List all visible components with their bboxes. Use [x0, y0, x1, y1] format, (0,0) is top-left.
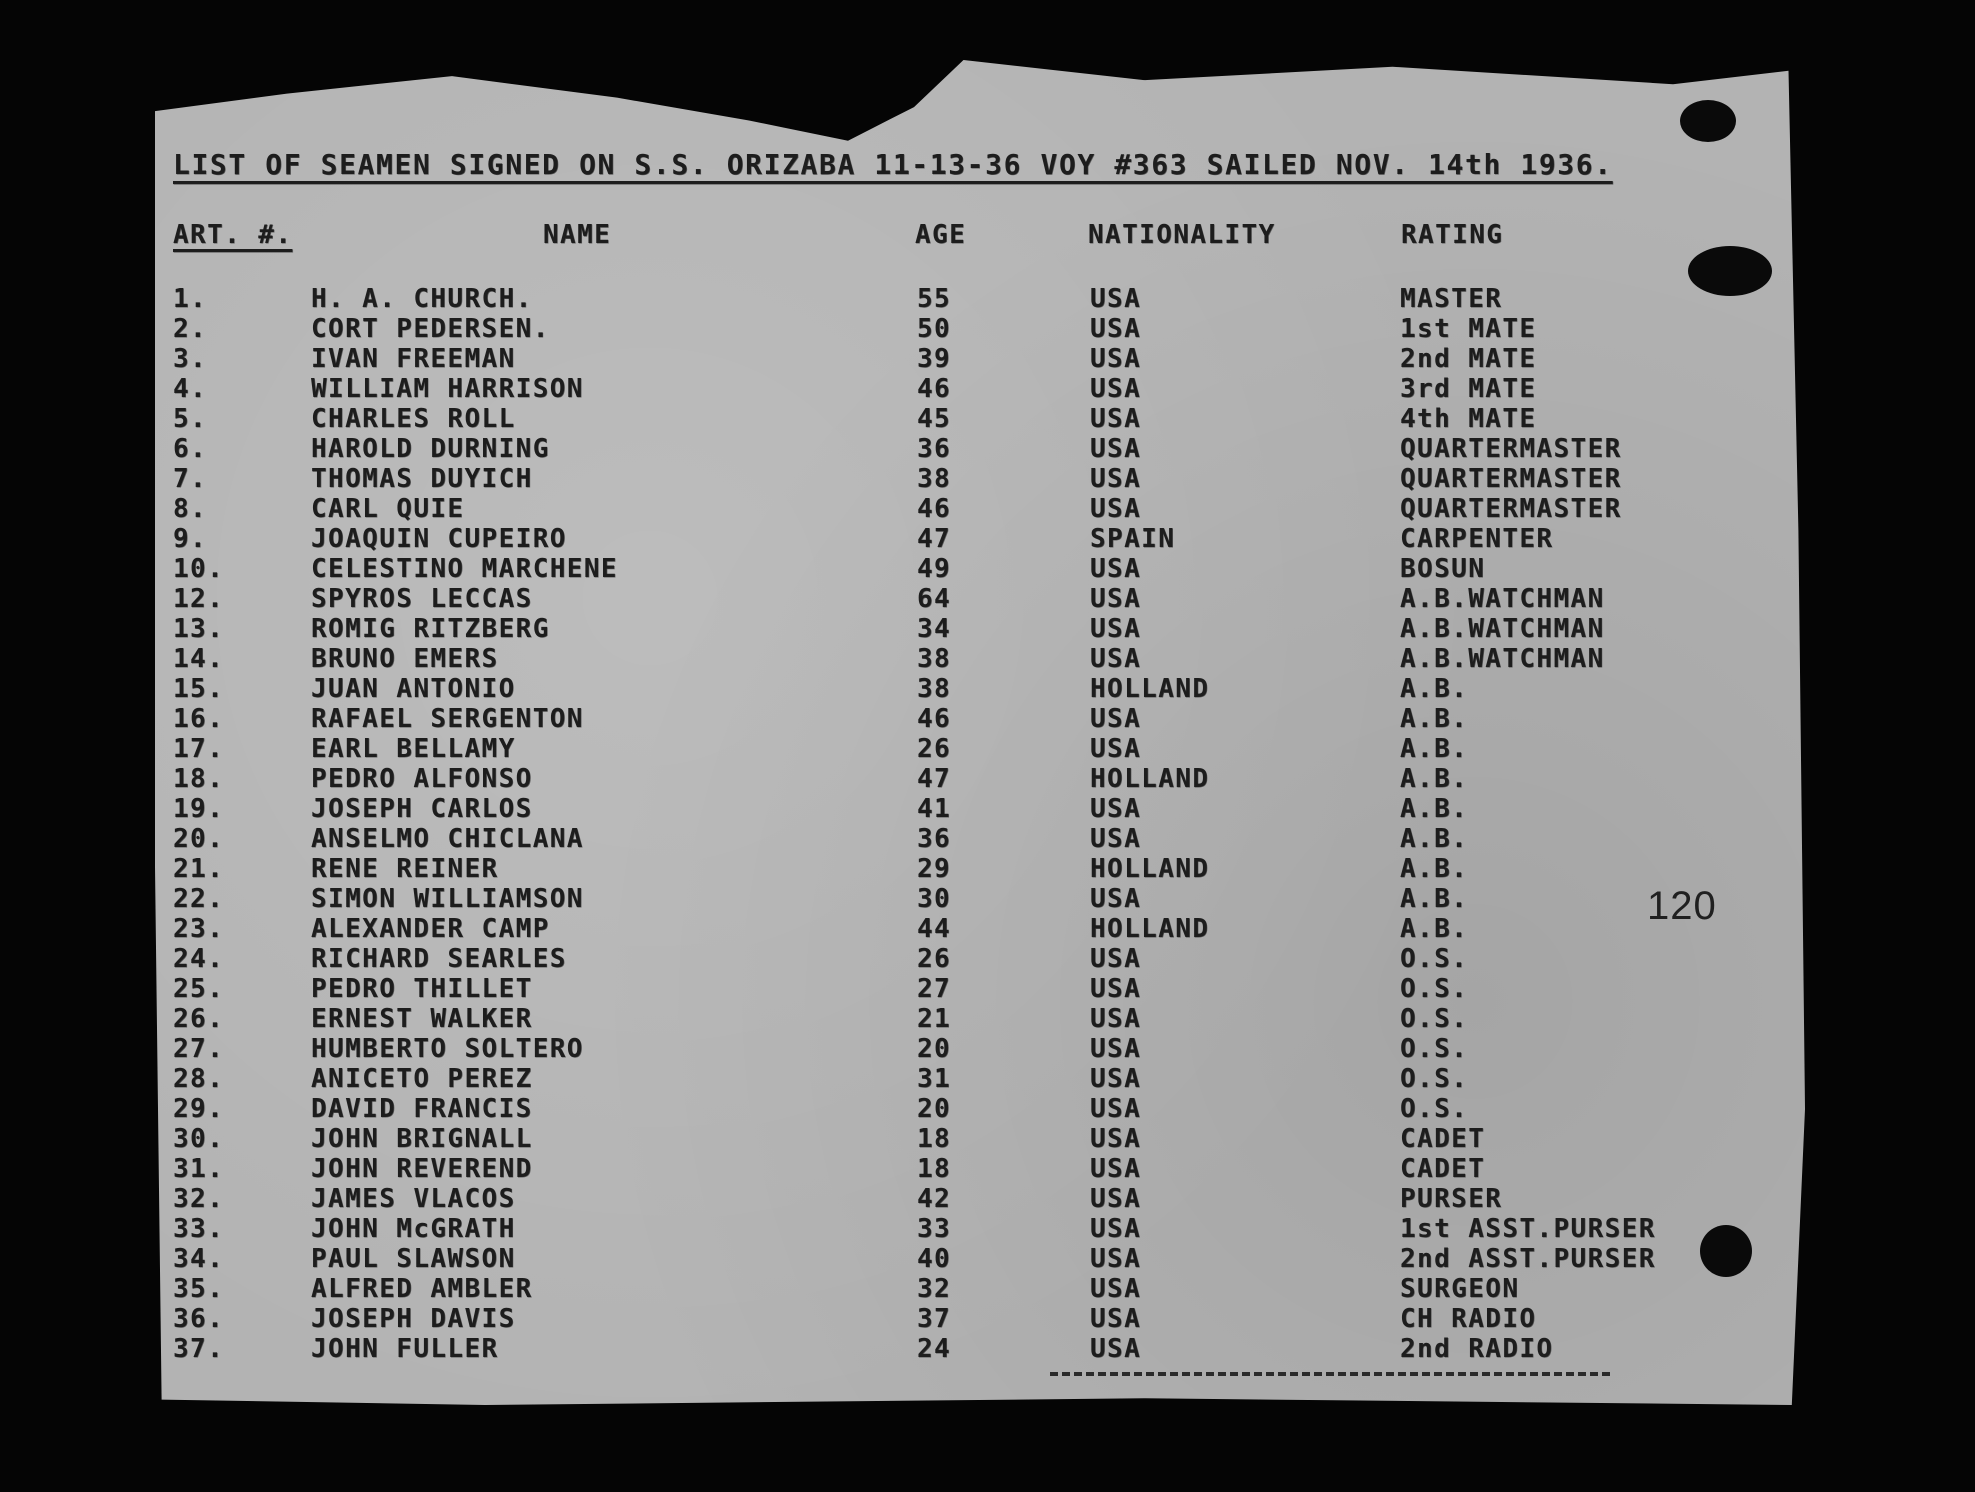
name-cell: BRUNO EMERS — [311, 644, 499, 674]
rating-cell: MASTER — [1400, 284, 1503, 314]
rating-cell: O.S. — [1400, 1064, 1469, 1094]
nationality-cell: USA — [1090, 374, 1142, 404]
table-row — [0, 1186, 1975, 1216]
table-row — [0, 766, 1975, 796]
name-cell: EARL BELLAMY — [311, 734, 516, 764]
art-number-cell: 12. — [173, 584, 225, 614]
nationality-cell: USA — [1090, 1154, 1142, 1184]
nationality-cell: USA — [1090, 944, 1142, 974]
age-cell: 32 — [917, 1274, 952, 1304]
art-number-cell: 17. — [173, 734, 225, 764]
table-row — [0, 1276, 1975, 1306]
nationality-cell: USA — [1090, 614, 1142, 644]
header-rating: RATING — [1401, 220, 1504, 250]
rating-cell: BOSUN — [1400, 554, 1486, 584]
age-cell: 39 — [917, 344, 952, 374]
age-cell: 41 — [917, 794, 952, 824]
art-number-cell: 31. — [173, 1154, 225, 1184]
nationality-cell: USA — [1090, 1214, 1142, 1244]
age-cell: 64 — [917, 584, 952, 614]
table-row — [0, 376, 1975, 406]
nationality-cell: USA — [1090, 464, 1142, 494]
name-cell: ALEXANDER CAMP — [311, 914, 550, 944]
art-number-cell: 29. — [173, 1094, 225, 1124]
name-cell: PAUL SLAWSON — [311, 1244, 516, 1274]
table-row — [0, 1126, 1975, 1156]
name-cell: JOHN McGRATH — [311, 1214, 516, 1244]
age-cell: 49 — [917, 554, 952, 584]
nationality-cell: USA — [1090, 404, 1142, 434]
age-cell: 18 — [917, 1154, 952, 1184]
rating-cell: A.B. — [1400, 764, 1469, 794]
rating-cell: A.B. — [1400, 914, 1469, 944]
nationality-cell: USA — [1090, 434, 1142, 464]
rating-cell: A.B. — [1400, 704, 1469, 734]
rating-cell: 4th MATE — [1400, 404, 1537, 434]
nationality-cell: HOLLAND — [1090, 674, 1210, 704]
table-row — [0, 1066, 1975, 1096]
age-cell: 46 — [917, 374, 952, 404]
art-number-cell: 10. — [173, 554, 225, 584]
rating-cell: A.B.WATCHMAN — [1400, 584, 1605, 614]
rating-cell: A.B. — [1400, 884, 1469, 914]
age-cell: 20 — [917, 1034, 952, 1064]
art-number-cell: 36. — [173, 1304, 225, 1334]
art-number-cell: 14. — [173, 644, 225, 674]
name-cell: HAROLD DURNING — [311, 434, 550, 464]
rating-cell: QUARTERMASTER — [1400, 434, 1622, 464]
name-cell: JUAN ANTONIO — [311, 674, 516, 704]
table-row — [0, 466, 1975, 496]
age-cell: 34 — [917, 614, 952, 644]
art-number-cell: 6. — [173, 434, 208, 464]
art-number-cell: 18. — [173, 764, 225, 794]
nationality-cell: USA — [1090, 644, 1142, 674]
nationality-cell: USA — [1090, 284, 1142, 314]
table-row — [0, 946, 1975, 976]
table-row — [0, 346, 1975, 376]
art-number-cell: 26. — [173, 1004, 225, 1034]
header-name: NAME — [543, 220, 612, 250]
list-title: LIST OF SEAMEN SIGNED ON S.S. ORIZABA 11-13-36 VOY #363 SAILED NOV. 14th 1936. — [173, 148, 1613, 181]
rating-cell: A.B. — [1400, 824, 1469, 854]
age-cell: 40 — [917, 1244, 952, 1274]
table-row — [0, 856, 1975, 886]
rating-cell: QUARTERMASTER — [1400, 494, 1622, 524]
page-number: 120 — [1647, 884, 1717, 928]
table-row — [0, 616, 1975, 646]
table-row — [0, 1036, 1975, 1066]
name-cell: JOSEPH DAVIS — [311, 1304, 516, 1334]
table-row — [0, 586, 1975, 616]
name-cell: JOSEPH CARLOS — [311, 794, 533, 824]
rating-cell: O.S. — [1400, 1004, 1469, 1034]
nationality-cell: USA — [1090, 1184, 1142, 1214]
age-cell: 47 — [917, 524, 952, 554]
name-cell: RENE REINER — [311, 854, 499, 884]
art-number-cell: 13. — [173, 614, 225, 644]
table-row — [0, 1096, 1975, 1126]
name-cell: SIMON WILLIAMSON — [311, 884, 584, 914]
art-number-cell: 7. — [173, 464, 208, 494]
art-number-cell: 22. — [173, 884, 225, 914]
nationality-cell: USA — [1090, 1004, 1142, 1034]
table-row — [0, 736, 1975, 766]
nationality-cell: USA — [1090, 344, 1142, 374]
rating-cell: A.B. — [1400, 734, 1469, 764]
rating-cell: A.B. — [1400, 674, 1469, 704]
art-number-cell: 24. — [173, 944, 225, 974]
name-cell: JOHN REVEREND — [311, 1154, 533, 1184]
age-cell: 38 — [917, 644, 952, 674]
nationality-cell: USA — [1090, 584, 1142, 614]
art-number-cell: 32. — [173, 1184, 225, 1214]
table-row — [0, 796, 1975, 826]
art-number-cell: 25. — [173, 974, 225, 1004]
table-row — [0, 286, 1975, 316]
nationality-cell: HOLLAND — [1090, 914, 1210, 944]
table-row — [0, 676, 1975, 706]
age-cell: 36 — [917, 434, 952, 464]
name-cell: H. A. CHURCH. — [311, 284, 533, 314]
art-number-cell: 27. — [173, 1034, 225, 1064]
rating-cell: O.S. — [1400, 1094, 1469, 1124]
table-row — [0, 316, 1975, 346]
age-cell: 46 — [917, 494, 952, 524]
art-number-cell: 35. — [173, 1274, 225, 1304]
age-cell: 46 — [917, 704, 952, 734]
art-number-cell: 37. — [173, 1334, 225, 1364]
punch-hole-top — [1680, 100, 1736, 142]
art-number-cell: 20. — [173, 824, 225, 854]
age-cell: 55 — [917, 284, 952, 314]
age-cell: 38 — [917, 674, 952, 704]
art-number-cell: 30. — [173, 1124, 225, 1154]
art-number-cell: 19. — [173, 794, 225, 824]
name-cell: JOHN BRIGNALL — [311, 1124, 533, 1154]
age-cell: 44 — [917, 914, 952, 944]
rating-cell: 3rd MATE — [1400, 374, 1537, 404]
age-cell: 37 — [917, 1304, 952, 1334]
table-row — [0, 1306, 1975, 1336]
table-row — [0, 1216, 1975, 1246]
nationality-cell: USA — [1090, 884, 1142, 914]
rating-cell: SURGEON — [1400, 1274, 1520, 1304]
rating-cell: CARPENTER — [1400, 524, 1554, 554]
nationality-cell: USA — [1090, 1274, 1142, 1304]
name-cell: CORT PEDERSEN. — [311, 314, 550, 344]
name-cell: IVAN FREEMAN — [311, 344, 516, 374]
name-cell: JAMES VLACOS — [311, 1184, 516, 1214]
nationality-cell: USA — [1090, 1064, 1142, 1094]
age-cell: 29 — [917, 854, 952, 884]
nationality-cell: USA — [1090, 734, 1142, 764]
table-row — [0, 976, 1975, 1006]
age-cell: 26 — [917, 944, 952, 974]
art-number-cell: 21. — [173, 854, 225, 884]
name-cell: PEDRO ALFONSO — [311, 764, 533, 794]
nationality-cell: USA — [1090, 1034, 1142, 1064]
name-cell: JOAQUIN CUPEIRO — [311, 524, 567, 554]
header-nationality: NATIONALITY — [1088, 220, 1276, 250]
art-number-cell: 16. — [173, 704, 225, 734]
name-cell: DAVID FRANCIS — [311, 1094, 533, 1124]
rating-cell: CADET — [1400, 1124, 1486, 1154]
age-cell: 31 — [917, 1064, 952, 1094]
rating-cell: 2nd MATE — [1400, 344, 1537, 374]
art-number-cell: 15. — [173, 674, 225, 704]
nationality-cell: USA — [1090, 1244, 1142, 1274]
table-row — [0, 556, 1975, 586]
age-cell: 47 — [917, 764, 952, 794]
art-number-cell: 4. — [173, 374, 208, 404]
end-of-list-rule — [1050, 1372, 1610, 1376]
nationality-cell: USA — [1090, 1094, 1142, 1124]
age-cell: 36 — [917, 824, 952, 854]
age-cell: 26 — [917, 734, 952, 764]
table-row — [0, 436, 1975, 466]
name-cell: ANSELMO CHICLANA — [311, 824, 584, 854]
age-cell: 42 — [917, 1184, 952, 1214]
art-number-cell: 2. — [173, 314, 208, 344]
age-cell: 20 — [917, 1094, 952, 1124]
name-cell: RICHARD SEARLES — [311, 944, 567, 974]
name-cell: THOMAS DUYICH — [311, 464, 533, 494]
name-cell: RAFAEL SERGENTON — [311, 704, 584, 734]
art-number-cell: 1. — [173, 284, 208, 314]
nationality-cell: HOLLAND — [1090, 854, 1210, 884]
age-cell: 50 — [917, 314, 952, 344]
rating-cell: O.S. — [1400, 974, 1469, 1004]
rating-cell: PURSER — [1400, 1184, 1503, 1214]
nationality-cell: USA — [1090, 1124, 1142, 1154]
rating-cell: CADET — [1400, 1154, 1486, 1184]
art-number-cell: 9. — [173, 524, 208, 554]
rating-cell: QUARTERMASTER — [1400, 464, 1622, 494]
name-cell: ROMIG RITZBERG — [311, 614, 550, 644]
name-cell: CELESTINO MARCHENE — [311, 554, 618, 584]
rating-cell: A.B. — [1400, 794, 1469, 824]
rating-cell: O.S. — [1400, 944, 1469, 974]
name-cell: JOHN FULLER — [311, 1334, 499, 1364]
age-cell: 33 — [917, 1214, 952, 1244]
art-number-cell: 28. — [173, 1064, 225, 1094]
nationality-cell: SPAIN — [1090, 524, 1176, 554]
nationality-cell: USA — [1090, 314, 1142, 344]
table-row — [0, 1246, 1975, 1276]
header-art-number: ART. #. — [173, 220, 293, 250]
rating-cell: 1st ASST.PURSER — [1400, 1214, 1656, 1244]
rating-cell: A.B.WATCHMAN — [1400, 614, 1605, 644]
age-cell: 24 — [917, 1334, 952, 1364]
age-cell: 45 — [917, 404, 952, 434]
header-age: AGE — [915, 220, 967, 250]
table-row — [0, 706, 1975, 736]
name-cell: WILLIAM HARRISON — [311, 374, 584, 404]
table-row — [0, 1006, 1975, 1036]
nationality-cell: USA — [1090, 494, 1142, 524]
name-cell: CARL QUIE — [311, 494, 465, 524]
rating-cell: 1st MATE — [1400, 314, 1537, 344]
age-cell: 21 — [917, 1004, 952, 1034]
name-cell: HUMBERTO SOLTERO — [311, 1034, 584, 1064]
table-row — [0, 1336, 1975, 1366]
rating-cell: CH RADIO — [1400, 1304, 1537, 1334]
art-number-cell: 23. — [173, 914, 225, 944]
table-row — [0, 496, 1975, 526]
name-cell: ALFRED AMBLER — [311, 1274, 533, 1304]
age-cell: 18 — [917, 1124, 952, 1154]
name-cell: SPYROS LECCAS — [311, 584, 533, 614]
nationality-cell: USA — [1090, 704, 1142, 734]
nationality-cell: USA — [1090, 1334, 1142, 1364]
rating-cell: 2nd RADIO — [1400, 1334, 1554, 1364]
rating-cell: O.S. — [1400, 1034, 1469, 1064]
art-number-cell: 33. — [173, 1214, 225, 1244]
table-row — [0, 1156, 1975, 1186]
age-cell: 30 — [917, 884, 952, 914]
table-row — [0, 646, 1975, 676]
art-number-cell: 5. — [173, 404, 208, 434]
nationality-cell: USA — [1090, 824, 1142, 854]
age-cell: 27 — [917, 974, 952, 1004]
table-row — [0, 826, 1975, 856]
name-cell: PEDRO THILLET — [311, 974, 533, 1004]
name-cell: ANICETO PEREZ — [311, 1064, 533, 1094]
age-cell: 38 — [917, 464, 952, 494]
table-row — [0, 406, 1975, 436]
nationality-cell: USA — [1090, 974, 1142, 1004]
name-cell: CHARLES ROLL — [311, 404, 516, 434]
art-number-cell: 3. — [173, 344, 208, 374]
art-number-cell: 8. — [173, 494, 208, 524]
nationality-cell: USA — [1090, 1304, 1142, 1334]
name-cell: ERNEST WALKER — [311, 1004, 533, 1034]
nationality-cell: USA — [1090, 554, 1142, 584]
rating-cell: A.B. — [1400, 854, 1469, 884]
rating-cell: 2nd ASST.PURSER — [1400, 1244, 1656, 1274]
nationality-cell: USA — [1090, 794, 1142, 824]
table-row — [0, 526, 1975, 556]
art-number-cell: 34. — [173, 1244, 225, 1274]
nationality-cell: HOLLAND — [1090, 764, 1210, 794]
rating-cell: A.B.WATCHMAN — [1400, 644, 1605, 674]
